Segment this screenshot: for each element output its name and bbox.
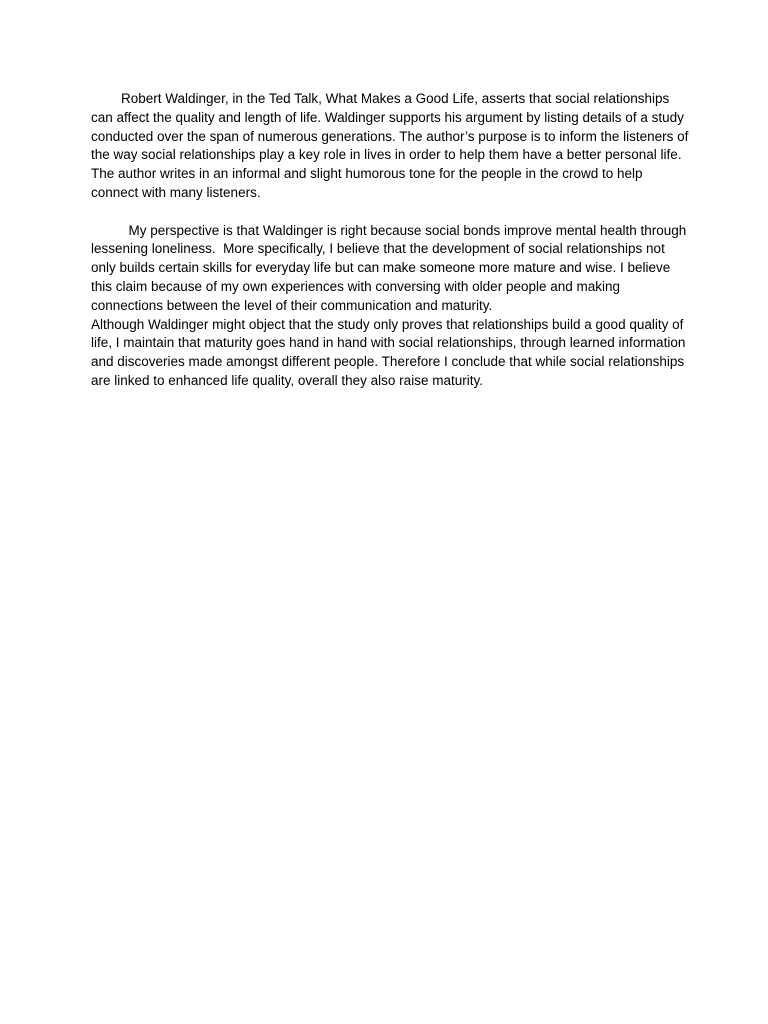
paragraph-gap (91, 203, 691, 222)
paragraph-counterargument: Although Waldinger might object that the study only proves that relationships build a good quality of life, I maintain that maturity goes hand in hand with social relationships, through learned information and discoveries made amongst different people. Therefore I conclude that while social relationships are linked to enhanced life quality, overall they also raise maturity. (91, 316, 690, 388)
paragraph-summary: Robert Waldinger, in the Ted Talk, What Makes a Good Life, asserts that social relationships can affect the quality and length of life. Waldinger supports his argument by listing details of a study conducted over the span of numerous generations. The author’s purpose is to inform the listeners of the way social relationships play a key role in lives in order to help them have a better personal life. The author writes in an informal and slight humorous tone for the people in the crowd to help connect with many listeners. (91, 91, 693, 200)
paragraph-perspective: My perspective is that Waldinger is right because social bonds improve mental health through lessening loneliness. More specifically, I believe that the development of social relationships not only builds certain skills for everyday life but can make someone more mature and wise. I believe this claim because of my own experiences with conversing with older people and making connections between the level of their communication and maturity. (91, 222, 691, 313)
essay-body (91, 90, 691, 391)
